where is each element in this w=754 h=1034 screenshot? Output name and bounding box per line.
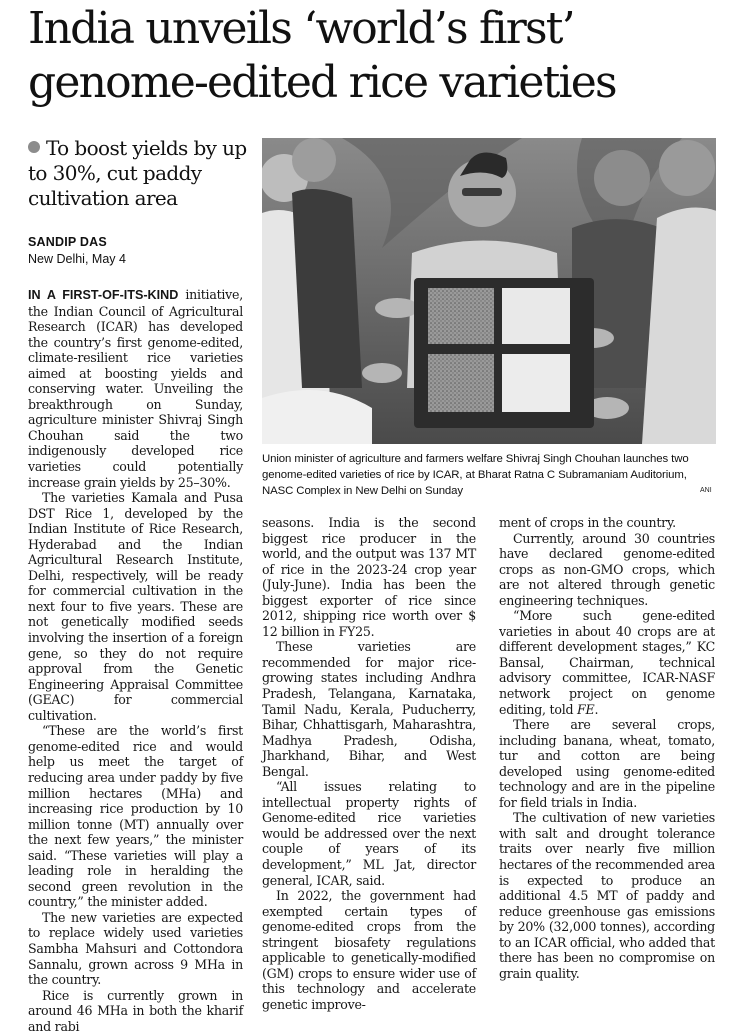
photo-caption: Union minister of agriculture and farmers welfare Shivraj Singh Chouhan launches two genome-edited varieties of rice by ICAR, at Bharat Ratna C Subramaniam Auditorium, NASC Complex in New Delhi on Sunday <box>262 453 689 497</box>
paragraph <box>499 608 715 717</box>
paragraph: ment of crops in the country. <box>499 515 676 530</box>
paragraph-text: initiative, the Indian Council of Agricultural Research (ICAR) has developed the country’s first genome-edited, climate-resilient rice varieties aimed at boosting yields and conserving water. Unveiling the breakthrough on Sunday, agriculture minister Shivraj Singh Chouhan said the two indigenously developed rice varieties could potentially increase grain yields by 25–30%. <box>28 287 243 490</box>
lead-in: IN A FIRST-OF-ITS-KIND <box>28 288 179 302</box>
byline <box>28 234 260 268</box>
dateline: New Delhi, May 4 <box>28 252 126 266</box>
headline: India unveils ‘world’s first’ genome-edited rice varieties <box>28 3 616 108</box>
paragraph-text: “More such gene-edited varieties in about 40 crops are at different development stages,” KC Bansal, Chairman, technical advisory committee, ICAR-NASF network project on genome editing, told <box>499 608 715 717</box>
article-column-2 <box>262 515 476 1013</box>
paragraph: These varieties are recommended for major rice-growing states including Andhra Pradesh, Telangana, Karnataka, Tamil Nadu, Kerala, Puducherry, Bihar, Chhattisgarh, Maharashtra, Madhya Pradesh, Odisha, Jharkhand, Bihar, and West Bengal. <box>262 639 476 779</box>
paragraph: Rice is currently grown in around 46 MHa in both the kharif and rabi <box>28 987 243 1034</box>
publication-abbrev: FE <box>577 701 595 717</box>
news-photo <box>262 138 716 444</box>
article-column-3 <box>499 515 715 981</box>
photo-credit: ANI <box>700 487 712 494</box>
paragraph: “All issues relating to intellectual property rights of Genome-edited rice varieties would be addressed over the next couple of years of its development,” ML Jat, director general, ICAR, said. <box>262 779 476 888</box>
paragraph: The new varieties are expected to replace widely used varieties Sambha Mahsuri and Cottondora Sannalu, grown across 9 MHa in the country. <box>28 909 243 988</box>
author-name: SANDIP DAS <box>28 235 107 249</box>
paragraph: “These are the world’s first genome-edited rice and would help us meet the target of reducing area under paddy by five million hectares (MHa) and increasing rice production by 10 million tonne (MT) annually over the next few years,” the minister said. “These varieties will play a leading role in heralding the second green revolution in the country,” the minister added. <box>28 723 243 910</box>
paragraph <box>28 287 243 490</box>
ceremony-photo-illustration <box>262 138 716 444</box>
paragraph: seasons. India is the second biggest rice producer in the world, and the output was 137 MT of rice in the 2023-24 crop year (July-June). India has been the biggest exporter of rice since 2012, shipping rice worth over $ 12 billion in FY25. <box>262 515 476 639</box>
subhead <box>28 136 260 211</box>
paragraph: In 2022, the government had exempted certain types of genome-edited crops from the stringent biosafety regulations applicable to genetically-modified (GM) crops to ensure wider use of this technology and accelerate genetic improve- <box>262 888 476 1012</box>
paragraph: There are several crops, including banana, wheat, tomato, tur and cotton are being developed using genome-edited technology and are in the pipeline for field trials in India. <box>499 717 715 810</box>
paragraph: Currently, around 30 countries have declared genome-edited crops as non-GMO crops, which are not altered through genetic engineering techniques. <box>499 530 715 608</box>
paragraph-end: . <box>594 701 599 717</box>
article-column-1 <box>28 287 243 1034</box>
paragraph: The cultivation of new varieties with salt and drought tolerance traits over nearly five million hectares of the recommended area is expected to produce an additional 4.5 MT of paddy and reduce greenhouse gas emissions by 20% (32,000 tonnes), according to an ICAR official, who added that there has been no compromise on grain quality. <box>499 810 715 981</box>
subhead-text: To boost yields by up to 30%, cut paddy cultivation area <box>28 136 247 210</box>
bullet-icon <box>28 141 40 153</box>
paragraph: The varieties Kamala and Pusa DST Rice 1, developed by the Indian Institute of Rice Research, Hyderabad and the Indian Agricultural Research Institute, Delhi, respectively, will be ready for commercial cultivation in the next four to five years. These are not genetically modified seeds involving the insertion of a foreign gene, so they do not require approval from the Genetic Engineering Appraisal Committee (GEAC) for commercial cultivation. <box>28 490 243 723</box>
